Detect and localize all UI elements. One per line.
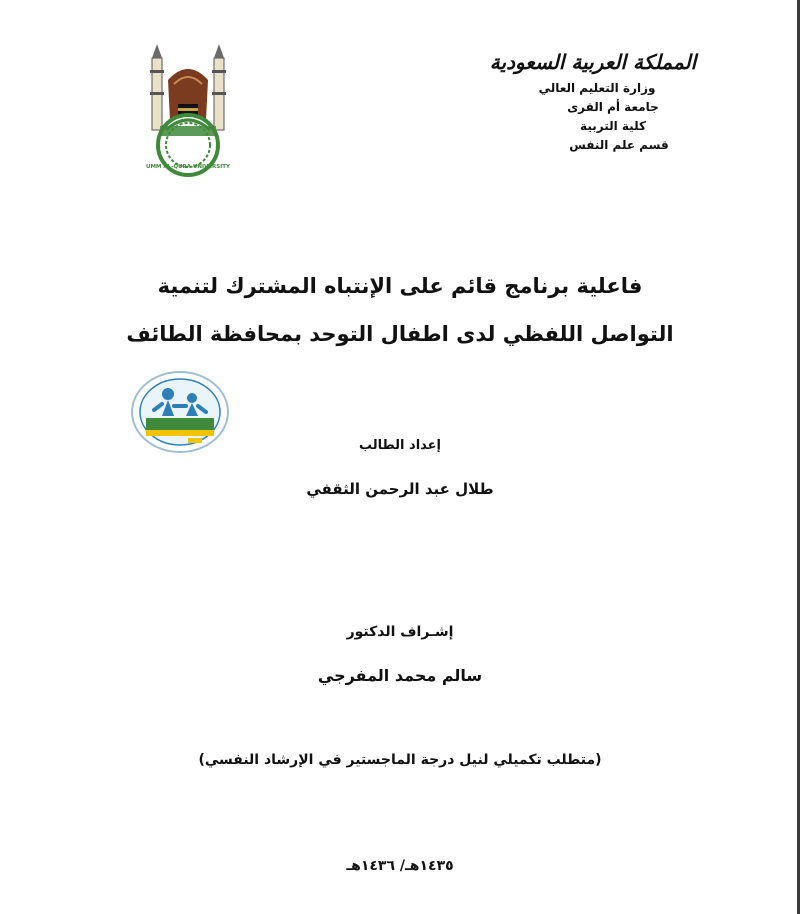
degree-requirement: (متطلب تكميلي لنيل درجة الماجستير في الإرشاد النفسي) (198, 752, 602, 768)
kingdom-title: المملكة العربية السعودية (489, 50, 697, 74)
thesis-title (80, 262, 720, 358)
department-name: قسم علم النفس (569, 138, 669, 152)
prepared-by-label: إعداد الطالب (358, 438, 442, 453)
student-name: طلال عبد الرحمن الثقفي (306, 480, 494, 498)
college-name: كلية التربية (580, 119, 646, 133)
university-name: جامعة أم القرى (567, 100, 659, 114)
supervisor-name: سالم محمد المفرجي (317, 666, 483, 685)
supervision-label: إشـراف الدكتور (346, 624, 454, 640)
thesis-title-line-1: فاعلية برنامج قائم على الإنتباه المشترك لتنمية (157, 274, 643, 298)
ministry-header (483, 50, 703, 157)
ministry-name: وزارة التعليم العالي (538, 81, 656, 95)
thesis-title-line-2: التواصل اللفظي لدى اطفال التوحد بمحافظة الطائف (126, 322, 674, 346)
hijri-dates: ١٤٣٥هـ/ ١٤٣٦هـ (346, 858, 454, 874)
university-logo (138, 40, 238, 180)
university-logo-text: UMM AL-QURA UNIVERSITY (145, 164, 231, 170)
